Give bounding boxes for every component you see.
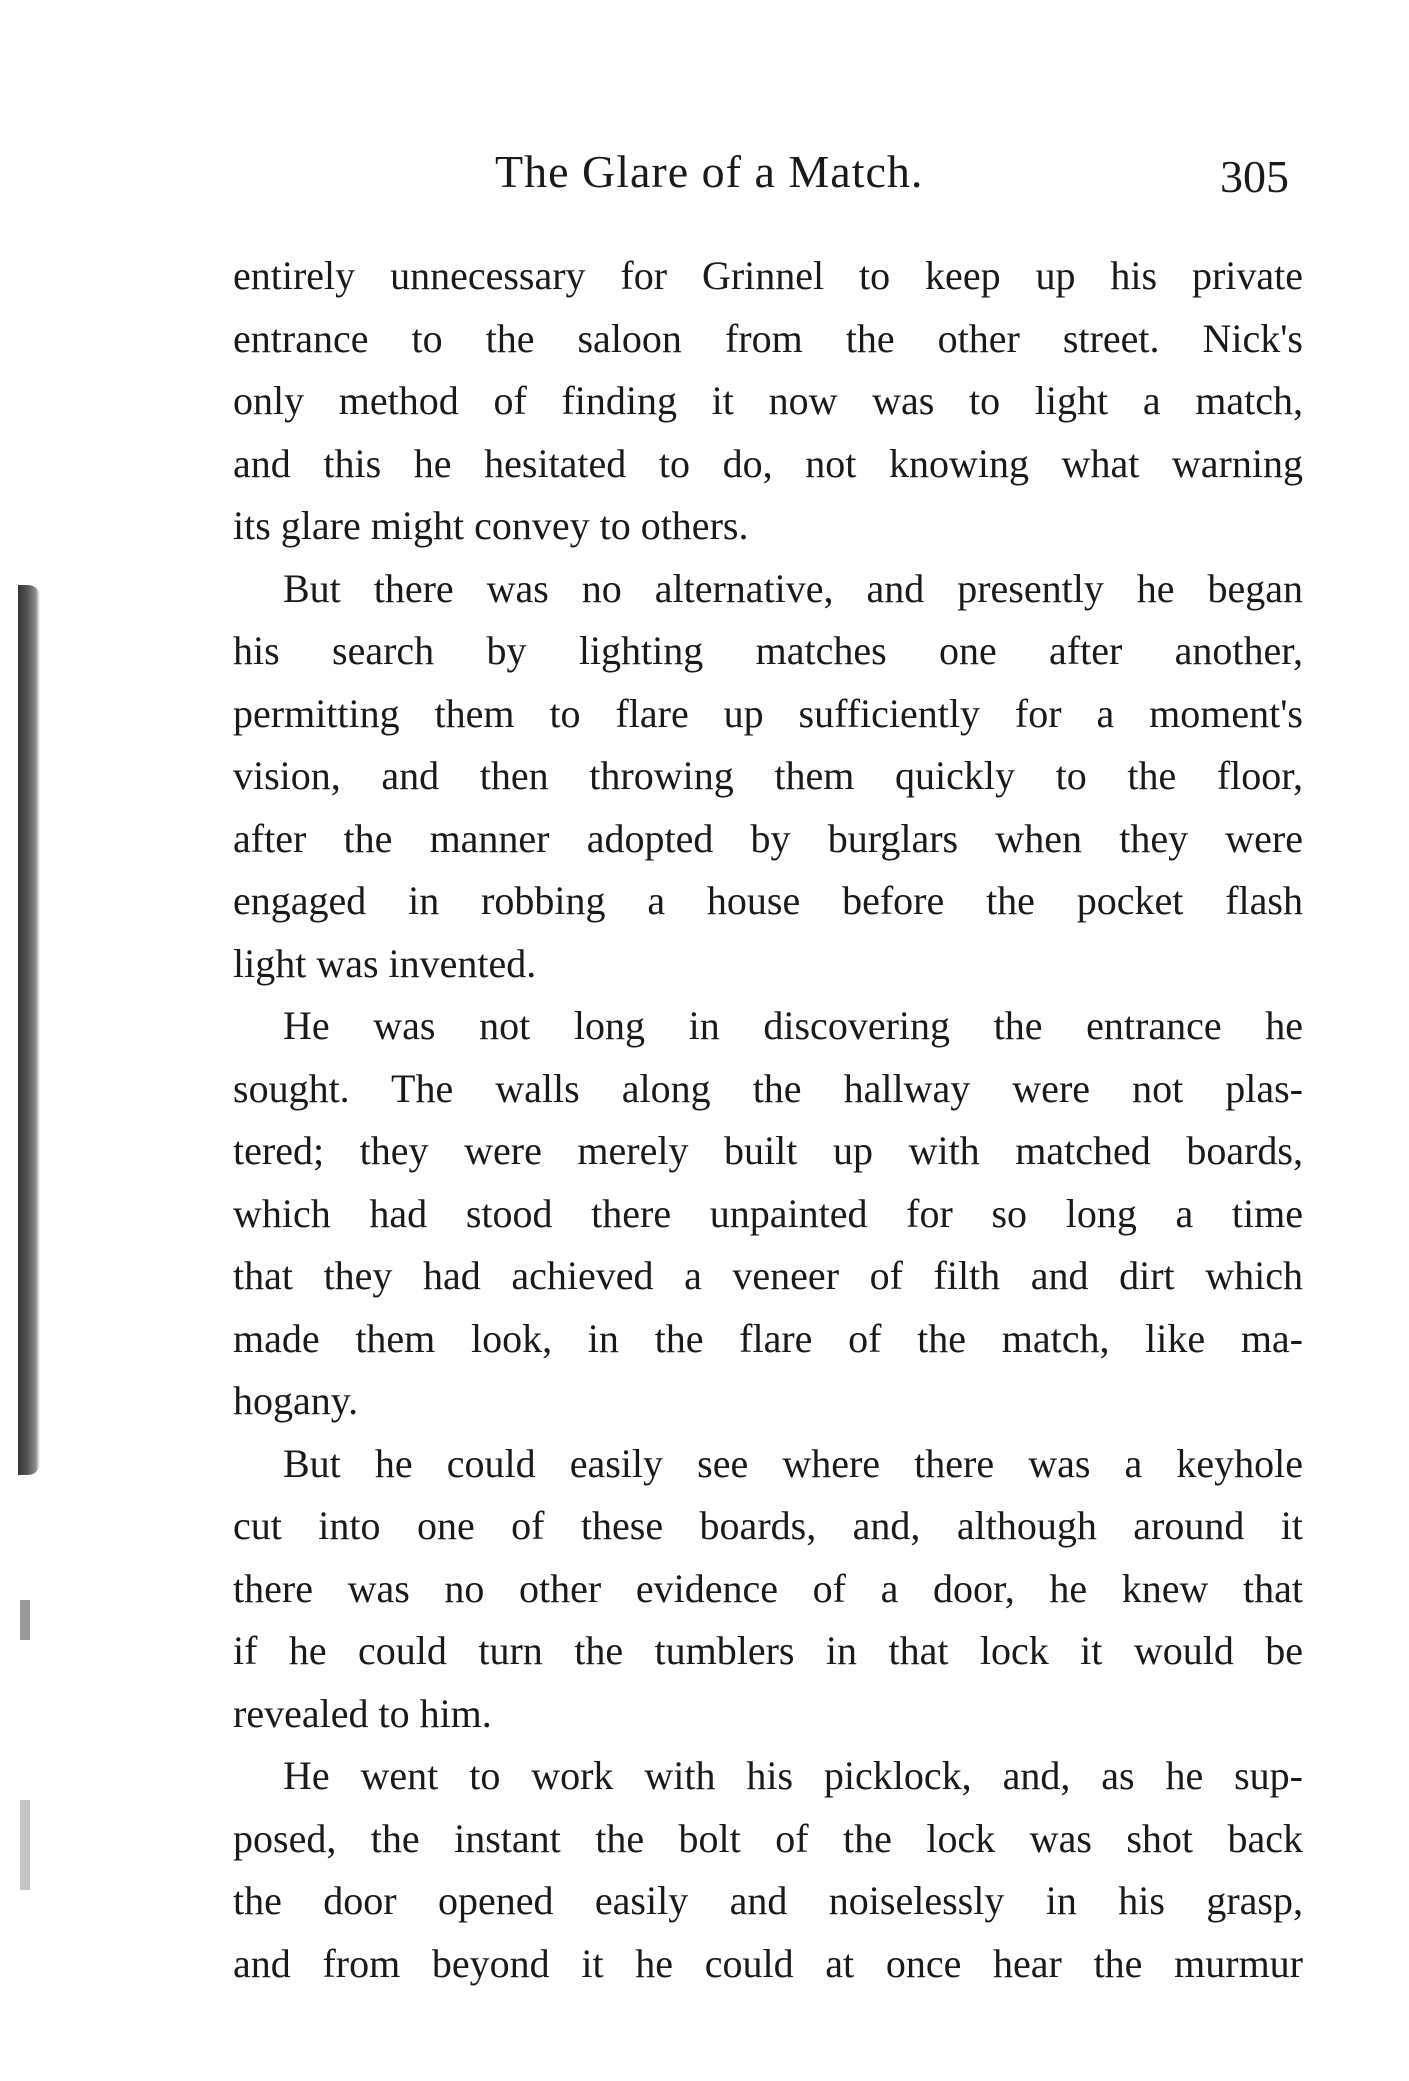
text-line: its glare might convey to others. [233,503,749,548]
text-line: He went to work with his picklock, and, as he sup- [283,1753,1303,1798]
text-line: vision, and then throwing them quickly to the floor, [233,753,1303,798]
page-number: 305 [1220,151,1289,202]
binding-speck [20,1600,30,1640]
paragraph [233,1433,1303,1746]
text-line: hogany. [233,1378,359,1423]
running-title: The Glare of a Match. [495,146,924,197]
text-line: He was not long in discovering the entrance he [283,1003,1303,1048]
text-line: made them look, in the flare of the match, like ma- [233,1315,1303,1361]
paragraph [233,995,1303,1433]
paragraph [233,1745,1303,1995]
body-text [233,245,1303,1995]
text-line: there was no other evidence of a door, he knew that [233,1565,1303,1611]
text-line: But there was no alternative, and presently he began [283,565,1303,611]
text-line: the door opened easily and noiselessly in his grasp, [233,1878,1303,1923]
text-line: and from beyond it he could at once hear the murmur [233,1940,1303,1986]
text-line: if he could turn the tumblers in that lock it would be [233,1628,1303,1673]
binding-speck [20,1800,30,1890]
text-line: which had stood there unpainted for so long a time [233,1190,1303,1236]
paragraph [233,245,1303,558]
text-line: permitting them to flare up sufficiently for a moment's [233,690,1303,736]
text-line: light was invented. [233,940,537,986]
text-line: But he could easily see where there was a keyhole [283,1440,1303,1486]
text-line: posed, the instant the bolt of the lock was shot back [233,1815,1303,1861]
text-line: engaged in robbing a house before the pocket flash [233,878,1303,923]
text-line: and this he hesitated to do, not knowing what warning [233,440,1303,486]
paragraph [233,558,1303,996]
text-line: revealed to him. [233,1690,492,1736]
text-line: after the manner adopted by burglars when they were [233,815,1303,861]
text-line: only method of finding it now was to light a match, [233,378,1303,423]
text-line: entrance to the saloon from the other street. Nick's [233,315,1303,361]
text-line: cut into one of these boards, and, although around it [233,1503,1303,1548]
text-line: tered; they were merely built up with matched boards, [233,1128,1303,1173]
binding-shadow [18,585,40,1475]
text-line: his search by lighting matches one after another, [233,628,1303,673]
text-line: that they had achieved a veneer of filth and dirt which [233,1253,1303,1298]
text-line: entirely unnecessary for Grinnel to keep up his private [233,253,1303,298]
text-line: sought. The walls along the hallway were not plas- [233,1065,1303,1111]
